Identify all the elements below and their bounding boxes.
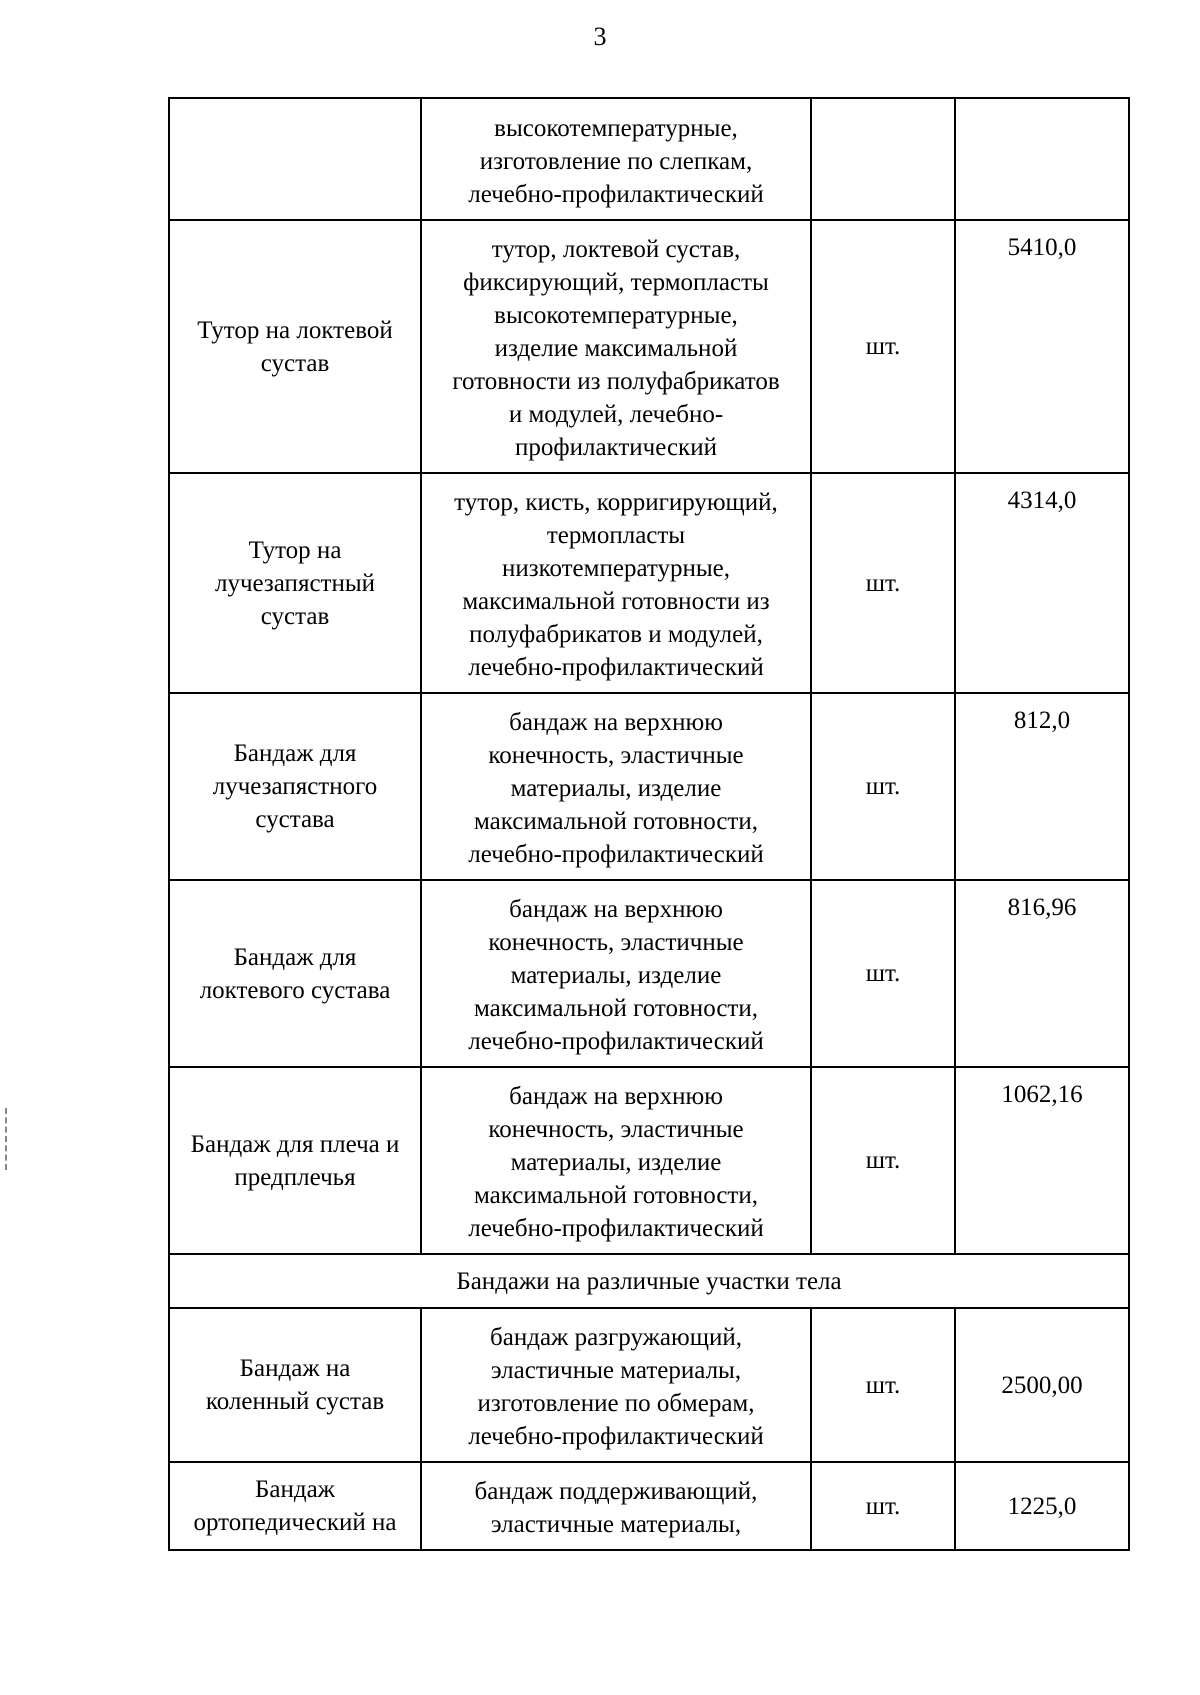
item-description-cell: бандаж поддерживающий, эластичные материалы, [421,1462,811,1550]
item-description-cell: бандаж разгружающий, эластичные материалы, изготовление по обмерам, лечебно-профилактический [421,1308,811,1462]
table-row [169,473,1129,693]
item-description-cell: высокотемпературные, изготовление по слепкам, лечебно-профилактический [421,98,811,220]
scan-margin-mark [5,1108,9,1170]
unit-cell: шт. [811,880,955,1067]
item-name-cell: Бандаж для лучезапястного сустава [169,693,421,880]
table-row [169,693,1129,880]
item-name-cell: Бандаж ортопедический на [169,1462,421,1550]
price-cell: 812,0 [955,693,1129,880]
item-description-cell: тутор, локтевой сустав, фиксирующий, термопласты высокотемпературные, изделие максимальной готовности из полуфабрикатов и модулей, лечебно- профилактический [421,220,811,473]
price-cell: 2500,00 [955,1308,1129,1462]
item-name-cell: Бандаж для локтевого сустава [169,880,421,1067]
table-row [169,1462,1129,1550]
table-row [169,1067,1129,1254]
item-name-cell: Бандаж для плеча и предплечья [169,1067,421,1254]
item-name-cell: Бандаж на коленный сустав [169,1308,421,1462]
unit-cell [811,98,955,220]
unit-cell: шт. [811,1462,955,1550]
section-heading-row [169,1254,1129,1308]
unit-cell: шт. [811,1308,955,1462]
table-row [169,880,1129,1067]
item-description-cell: бандаж на верхнюю конечность, эластичные материалы, изделие максимальной готовности, лечебно-профилактический [421,1067,811,1254]
price-cell: 1062,16 [955,1067,1129,1254]
price-cell: 816,96 [955,880,1129,1067]
item-description-cell: тутор, кисть, корригирующий, термопласты низкотемпературные, максимальной готовности из полуфабрикатов и модулей, лечебно-профилактический [421,473,811,693]
price-cell [955,98,1129,220]
table-row [169,1308,1129,1462]
table-row [169,98,1129,220]
item-description-cell: бандаж на верхнюю конечность, эластичные материалы, изделие максимальной готовности, лечебно-профилактический [421,880,811,1067]
item-name-cell: Тутор на локтевой сустав [169,220,421,473]
unit-cell: шт. [811,473,955,693]
unit-cell: шт. [811,693,955,880]
item-name-cell [169,98,421,220]
price-cell: 5410,0 [955,220,1129,473]
unit-cell: шт. [811,1067,955,1254]
price-cell: 1225,0 [955,1462,1129,1550]
page-number: 3 [593,22,607,51]
price-cell: 4314,0 [955,473,1129,693]
table-row [169,220,1129,473]
item-name-cell: Тутор на лучезапястный сустав [169,473,421,693]
unit-cell: шт. [811,220,955,473]
price-table [168,97,1130,1551]
item-description-cell: бандаж на верхнюю конечность, эластичные материалы, изделие максимальной готовности, лечебно-профилактический [421,693,811,880]
section-heading: Бандажи на различные участки тела [169,1254,1129,1308]
